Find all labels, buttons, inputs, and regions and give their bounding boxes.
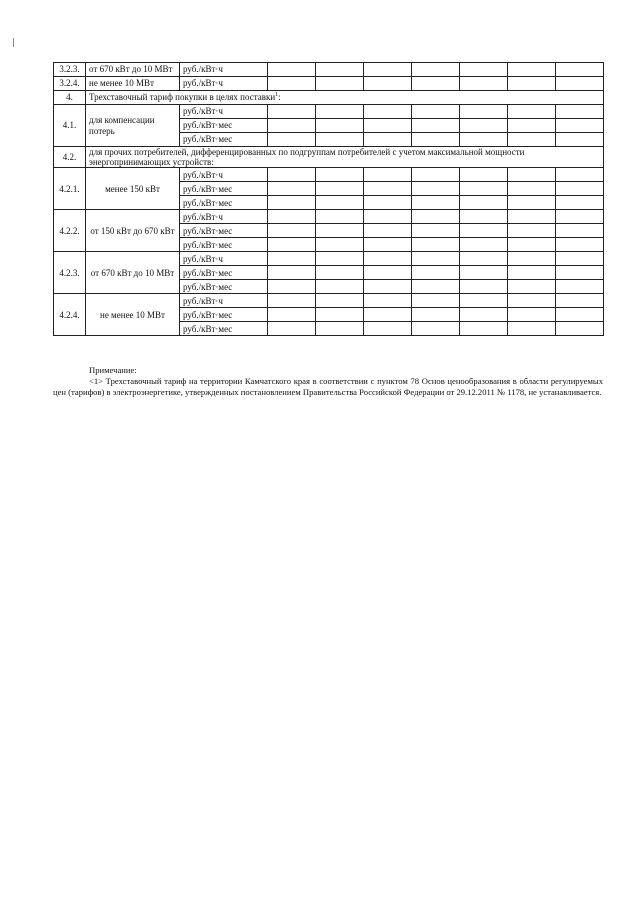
value-cell xyxy=(508,322,556,336)
value-cell xyxy=(412,77,460,91)
value-cell xyxy=(556,196,604,210)
value-cell xyxy=(556,280,604,294)
unit: руб./кВт·мес xyxy=(180,322,268,336)
value-cell xyxy=(556,77,604,91)
tariff-table xyxy=(53,62,604,336)
value-cell xyxy=(364,168,412,182)
value-cell xyxy=(508,252,556,266)
row-number: 4.2.3. xyxy=(54,252,86,294)
unit: руб./кВт·мес xyxy=(180,133,268,147)
value-cell xyxy=(508,224,556,238)
table-row xyxy=(54,168,604,182)
consumer-group: не менее 10 МВт xyxy=(86,294,180,336)
value-cell xyxy=(556,105,604,119)
value-cell xyxy=(556,308,604,322)
value-cell xyxy=(316,224,364,238)
value-cell xyxy=(460,168,508,182)
value-cell xyxy=(364,133,412,147)
consumer-group: для компенсации потерь xyxy=(86,105,180,147)
note-text: <1> Трехставочный тариф на территории Камчатского края в соответствии с пунктом 78 Основ ценообразования в области регулируемых цен (тарифов) в электроэнергетике, утвержденных постановлением Правительства Российской Федерации от 29.12.2011 № 1178, не устанавливается. xyxy=(53,376,603,398)
unit: руб./кВт·ч xyxy=(180,294,268,308)
value-cell xyxy=(460,210,508,224)
subgroup-title: для прочих потребителей, дифференцированных по подгруппам потребителей с учетом максимальной мощности энергопринимающих устройств: xyxy=(86,147,604,168)
note xyxy=(53,365,603,399)
value-cell xyxy=(268,238,316,252)
value-cell xyxy=(460,238,508,252)
value-cell xyxy=(508,168,556,182)
unit: руб./кВт·мес xyxy=(180,280,268,294)
value-cell xyxy=(364,294,412,308)
table-row xyxy=(54,105,604,119)
value-cell xyxy=(460,322,508,336)
value-cell xyxy=(508,63,556,77)
value-cell xyxy=(316,294,364,308)
value-cell xyxy=(556,252,604,266)
section-header-row xyxy=(54,91,604,105)
tariff-table-body xyxy=(54,63,604,336)
value-cell xyxy=(508,77,556,91)
unit: руб./кВт·ч xyxy=(180,105,268,119)
value-cell xyxy=(316,196,364,210)
section-title-text: Трехставочный тариф покупки в целях поставки xyxy=(89,92,276,103)
value-cell xyxy=(556,266,604,280)
value-cell xyxy=(508,182,556,196)
value-cell xyxy=(268,224,316,238)
value-cell xyxy=(268,308,316,322)
row-number: 3.2.4. xyxy=(54,77,86,91)
unit: руб./кВт·мес xyxy=(180,119,268,133)
value-cell xyxy=(556,210,604,224)
value-cell xyxy=(412,266,460,280)
value-cell xyxy=(364,119,412,133)
row-number: 4.1. xyxy=(54,105,86,147)
value-cell xyxy=(556,294,604,308)
value-cell xyxy=(556,119,604,133)
section-title-colon: : xyxy=(278,92,281,103)
value-cell xyxy=(412,238,460,252)
value-cell xyxy=(508,210,556,224)
value-cell xyxy=(460,77,508,91)
value-cell xyxy=(316,308,364,322)
value-cell xyxy=(364,63,412,77)
value-cell xyxy=(268,294,316,308)
value-cell xyxy=(460,308,508,322)
value-cell xyxy=(460,133,508,147)
value-cell xyxy=(508,308,556,322)
footnote-mark: 1 xyxy=(275,92,279,99)
value-cell xyxy=(556,182,604,196)
row-number: 4.2. xyxy=(54,147,86,168)
consumer-group: от 150 кВт до 670 кВт xyxy=(86,210,180,252)
value-cell xyxy=(316,280,364,294)
value-cell xyxy=(364,266,412,280)
row-number: 4. xyxy=(54,91,86,105)
value-cell xyxy=(268,63,316,77)
value-cell xyxy=(316,77,364,91)
unit: руб./кВт·ч xyxy=(180,77,268,91)
value-cell xyxy=(412,168,460,182)
value-cell xyxy=(268,182,316,196)
value-cell xyxy=(508,294,556,308)
consumer-group: не менее 10 МВт xyxy=(86,77,180,91)
value-cell xyxy=(364,238,412,252)
value-cell xyxy=(412,182,460,196)
value-cell xyxy=(268,252,316,266)
value-cell xyxy=(460,280,508,294)
table-row xyxy=(54,294,604,308)
value-cell xyxy=(268,133,316,147)
value-cell xyxy=(316,182,364,196)
section-title xyxy=(86,91,604,105)
value-cell xyxy=(268,210,316,224)
consumer-group: от 670 кВт до 10 МВт xyxy=(86,63,180,77)
value-cell xyxy=(412,252,460,266)
scan-mark xyxy=(13,38,14,47)
value-cell xyxy=(460,182,508,196)
row-number: 3.2.3. xyxy=(54,63,86,77)
value-cell xyxy=(508,280,556,294)
value-cell xyxy=(316,105,364,119)
value-cell xyxy=(412,119,460,133)
unit: руб./кВт·ч xyxy=(180,210,268,224)
unit: руб./кВт·мес xyxy=(180,224,268,238)
value-cell xyxy=(268,119,316,133)
value-cell xyxy=(508,133,556,147)
value-cell xyxy=(460,252,508,266)
value-cell xyxy=(364,105,412,119)
value-cell xyxy=(412,105,460,119)
value-cell xyxy=(364,308,412,322)
value-cell xyxy=(460,63,508,77)
value-cell xyxy=(412,322,460,336)
value-cell xyxy=(412,63,460,77)
value-cell xyxy=(268,266,316,280)
unit: руб./кВт·мес xyxy=(180,266,268,280)
row-number: 4.2.4. xyxy=(54,294,86,336)
unit: руб./кВт·мес xyxy=(180,196,268,210)
value-cell xyxy=(268,168,316,182)
value-cell xyxy=(364,224,412,238)
table-row xyxy=(54,147,604,168)
value-cell xyxy=(460,294,508,308)
value-cell xyxy=(316,119,364,133)
value-cell xyxy=(316,322,364,336)
value-cell xyxy=(412,196,460,210)
value-cell xyxy=(412,280,460,294)
consumer-group: менее 150 кВт xyxy=(86,168,180,210)
value-cell xyxy=(412,294,460,308)
value-cell xyxy=(556,224,604,238)
value-cell xyxy=(364,196,412,210)
unit: руб./кВт·ч xyxy=(180,168,268,182)
unit: руб./кВт·мес xyxy=(180,182,268,196)
value-cell xyxy=(460,266,508,280)
value-cell xyxy=(268,280,316,294)
value-cell xyxy=(556,63,604,77)
value-cell xyxy=(508,105,556,119)
value-cell xyxy=(556,322,604,336)
value-cell xyxy=(364,322,412,336)
value-cell xyxy=(364,182,412,196)
value-cell xyxy=(316,133,364,147)
value-cell xyxy=(508,266,556,280)
value-cell xyxy=(508,238,556,252)
row-number: 4.2.2. xyxy=(54,210,86,252)
table-row xyxy=(54,63,604,77)
value-cell xyxy=(316,210,364,224)
value-cell xyxy=(316,266,364,280)
value-cell xyxy=(316,238,364,252)
value-cell xyxy=(268,77,316,91)
consumer-group: от 670 кВт до 10 МВт xyxy=(86,252,180,294)
value-cell xyxy=(268,196,316,210)
value-cell xyxy=(412,210,460,224)
value-cell xyxy=(508,119,556,133)
unit: руб./кВт·ч xyxy=(180,63,268,77)
value-cell xyxy=(412,224,460,238)
table-row xyxy=(54,252,604,266)
unit: руб./кВт·мес xyxy=(180,238,268,252)
value-cell xyxy=(556,168,604,182)
unit: руб./кВт·мес xyxy=(180,308,268,322)
value-cell xyxy=(556,238,604,252)
value-cell xyxy=(316,168,364,182)
value-cell xyxy=(268,322,316,336)
value-cell xyxy=(364,252,412,266)
value-cell xyxy=(316,63,364,77)
value-cell xyxy=(556,133,604,147)
value-cell xyxy=(412,308,460,322)
table-row xyxy=(54,210,604,224)
value-cell xyxy=(508,196,556,210)
value-cell xyxy=(460,224,508,238)
value-cell xyxy=(460,196,508,210)
value-cell xyxy=(364,280,412,294)
value-cell xyxy=(268,105,316,119)
value-cell xyxy=(364,77,412,91)
row-number: 4.2.1. xyxy=(54,168,86,210)
value-cell xyxy=(316,252,364,266)
value-cell xyxy=(412,133,460,147)
value-cell xyxy=(364,210,412,224)
note-label: Примечание: xyxy=(89,365,137,375)
table-row xyxy=(54,77,604,91)
value-cell xyxy=(460,119,508,133)
unit: руб./кВт·ч xyxy=(180,252,268,266)
value-cell xyxy=(460,105,508,119)
